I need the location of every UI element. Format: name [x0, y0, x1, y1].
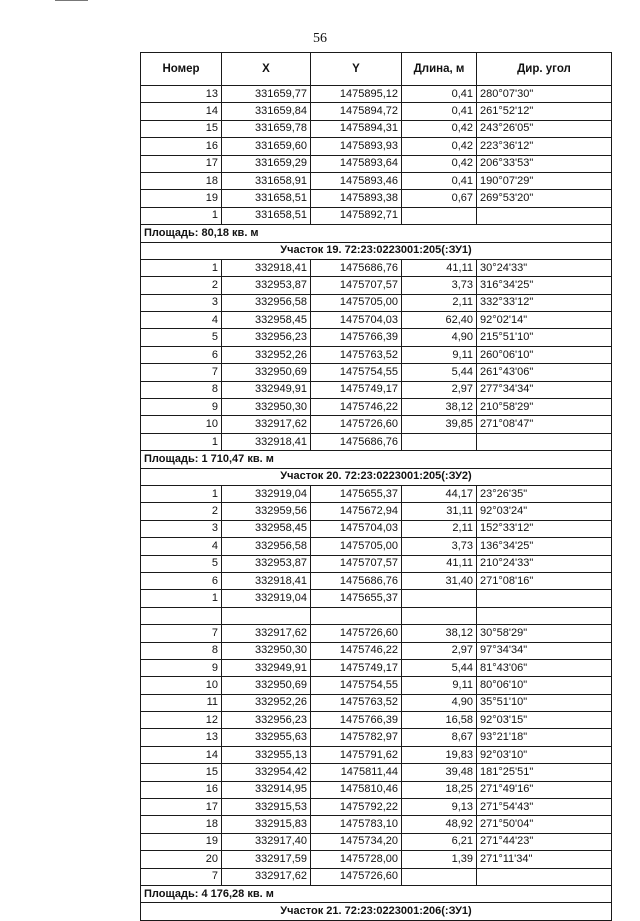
- cell-length: 5,44: [402, 659, 477, 676]
- cell-length: 39,48: [402, 764, 477, 781]
- table-row: [141, 729, 612, 746]
- cell-angle: 152°33'12": [477, 520, 612, 537]
- cell-y: 1475754,55: [311, 364, 402, 381]
- cell-angle: 136°34'25": [477, 538, 612, 555]
- cell-y: 1475894,31: [311, 120, 402, 137]
- cell-y: 1475686,76: [311, 259, 402, 276]
- cell-length: 4,90: [402, 694, 477, 711]
- cell-point-number: 6: [141, 346, 222, 363]
- cell-point-number: 2: [141, 277, 222, 294]
- cell-length: 5,44: [402, 364, 477, 381]
- cell-angle: 316°34'25": [477, 277, 612, 294]
- cell-length: 0,67: [402, 190, 477, 207]
- cell-y: 1475893,64: [311, 155, 402, 172]
- cell-x: 331659,78: [222, 120, 311, 137]
- cell-point-number: 8: [141, 642, 222, 659]
- cell-y: 1475672,94: [311, 503, 402, 520]
- cell-y: 1475810,46: [311, 781, 402, 798]
- table-row: [141, 399, 612, 416]
- table-row: [141, 138, 612, 155]
- cell-x: 331659,84: [222, 103, 311, 120]
- cell-angle: 261°43'06": [477, 364, 612, 381]
- cell-point-number: 1: [141, 590, 222, 607]
- cell-angle: 271°08'47": [477, 416, 612, 433]
- cell-x: 332950,30: [222, 399, 311, 416]
- cell-length: 2,11: [402, 520, 477, 537]
- table-row: [141, 868, 612, 885]
- cell-point-number: 13: [141, 86, 222, 103]
- table-row: [141, 172, 612, 189]
- cell-y: 1475734,20: [311, 833, 402, 850]
- cell-x: 332917,40: [222, 833, 311, 850]
- cell-y: 1475893,46: [311, 172, 402, 189]
- table-row: [141, 572, 612, 589]
- cell-x: 332917,62: [222, 625, 311, 642]
- cell-length: 9,11: [402, 346, 477, 363]
- cell-point-number: 10: [141, 677, 222, 694]
- cell-x: 331658,51: [222, 190, 311, 207]
- table-row: [141, 103, 612, 120]
- cell-angle: 210°58'29": [477, 399, 612, 416]
- cell-y: 1475792,22: [311, 799, 402, 816]
- cell-y: 1475704,03: [311, 312, 402, 329]
- cell-angle: 210°24'33": [477, 555, 612, 572]
- table-row: [141, 712, 612, 729]
- cell-y: 1475704,03: [311, 520, 402, 537]
- table-body: [141, 86, 612, 921]
- cell-x: 332919,04: [222, 590, 311, 607]
- header-angle: Дир. угол: [477, 53, 612, 86]
- cell-angle: 23°26'35": [477, 485, 612, 502]
- cell-x: 332949,91: [222, 659, 311, 676]
- cell-point-number: 10: [141, 416, 222, 433]
- table-row: [141, 120, 612, 137]
- cell-y: 1475746,22: [311, 642, 402, 659]
- cell-length: 62,40: [402, 312, 477, 329]
- cell-point-number: 17: [141, 155, 222, 172]
- cell-length: 39,85: [402, 416, 477, 433]
- cell-length: 0,41: [402, 103, 477, 120]
- cell-x: 332952,26: [222, 694, 311, 711]
- cell-point-number: 7: [141, 364, 222, 381]
- cell-point-number: 4: [141, 312, 222, 329]
- cell-x: 332919,04: [222, 485, 311, 502]
- cell-x: 332915,83: [222, 816, 311, 833]
- cell-x: 332953,87: [222, 277, 311, 294]
- cell-x: 332953,87: [222, 555, 311, 572]
- cell-point-number: 1: [141, 207, 222, 224]
- cell-y: 1475811,44: [311, 764, 402, 781]
- cell-point-number: 1: [141, 433, 222, 450]
- cell-length: 1,39: [402, 851, 477, 868]
- cell-angle: 92°03'24": [477, 503, 612, 520]
- parcel-title-row: [141, 468, 612, 485]
- cell-angle: 260°06'10": [477, 346, 612, 363]
- header-number: Номер: [141, 53, 222, 86]
- cell-length: 6,21: [402, 833, 477, 850]
- cell-angle: 271°54'43": [477, 799, 612, 816]
- table-row: [141, 642, 612, 659]
- cell-length: [402, 433, 477, 450]
- cell-point-number: 8: [141, 381, 222, 398]
- cell-y: 1475782,97: [311, 729, 402, 746]
- cell-point-number: 12: [141, 712, 222, 729]
- cell-y: 1475707,57: [311, 555, 402, 572]
- cell-angle: 269°53'20": [477, 190, 612, 207]
- cell-y: [311, 607, 402, 624]
- table-row: [141, 694, 612, 711]
- cell-point-number: 4: [141, 538, 222, 555]
- table-row: [141, 659, 612, 676]
- cell-point-number: 15: [141, 764, 222, 781]
- cell-angle: 81°43'06": [477, 659, 612, 676]
- cell-y: 1475893,38: [311, 190, 402, 207]
- table-row: [141, 677, 612, 694]
- cell-length: 31,11: [402, 503, 477, 520]
- cell-angle: [477, 433, 612, 450]
- cell-y: 1475763,52: [311, 346, 402, 363]
- cell-point-number: 19: [141, 190, 222, 207]
- cell-length: 3,73: [402, 538, 477, 555]
- cell-x: 332918,41: [222, 572, 311, 589]
- cell-point-number: 20: [141, 851, 222, 868]
- cell-length: [402, 207, 477, 224]
- page-number: 56: [313, 31, 327, 46]
- cell-length: 0,42: [402, 138, 477, 155]
- cell-point-number: 7: [141, 868, 222, 885]
- cell-angle: 332°33'12": [477, 294, 612, 311]
- cell-y: 1475686,76: [311, 433, 402, 450]
- cell-x: 332917,62: [222, 416, 311, 433]
- cell-point-number: 5: [141, 329, 222, 346]
- table-row: [141, 538, 612, 555]
- cell-y: 1475754,55: [311, 677, 402, 694]
- cell-length: 2,97: [402, 642, 477, 659]
- table-row: [141, 816, 612, 833]
- cell-angle: 271°50'04": [477, 816, 612, 833]
- parcel-title-row: [141, 242, 612, 259]
- cell-length: 31,40: [402, 572, 477, 589]
- cell-angle: 190°07'29": [477, 172, 612, 189]
- cell-x: 332956,58: [222, 294, 311, 311]
- cell-point-number: 16: [141, 781, 222, 798]
- table-row: [141, 155, 612, 172]
- cell-angle: [477, 207, 612, 224]
- cell-angle: 181°25'51": [477, 764, 612, 781]
- cell-y: 1475892,71: [311, 207, 402, 224]
- cell-point-number: 14: [141, 103, 222, 120]
- table-row: [141, 607, 612, 624]
- header-x: X: [222, 53, 311, 86]
- cell-x: 332950,30: [222, 642, 311, 659]
- cell-length: 41,11: [402, 555, 477, 572]
- cell-point-number: 11: [141, 694, 222, 711]
- cell-length: 3,73: [402, 277, 477, 294]
- table-header-row: [141, 53, 612, 86]
- cell-length: [402, 590, 477, 607]
- cell-length: 19,83: [402, 746, 477, 763]
- cell-x: 332959,56: [222, 503, 311, 520]
- cell-y: 1475894,72: [311, 103, 402, 120]
- cell-y: 1475705,00: [311, 538, 402, 555]
- cell-point-number: 1: [141, 259, 222, 276]
- cell-x: 332950,69: [222, 364, 311, 381]
- cell-x: 332949,91: [222, 381, 311, 398]
- cell-x: 332917,59: [222, 851, 311, 868]
- corner-rule-mark: [55, 0, 88, 1]
- cell-length: 2,11: [402, 294, 477, 311]
- cell-y: 1475893,93: [311, 138, 402, 155]
- cell-x: 332958,45: [222, 520, 311, 537]
- cell-x: 332917,62: [222, 868, 311, 885]
- cell-y: 1475707,57: [311, 277, 402, 294]
- cell-x: 332956,23: [222, 329, 311, 346]
- parcel-title: Участок 20. 72:23:0223001:205(:ЗУ2): [141, 468, 612, 485]
- header-y: Y: [311, 53, 402, 86]
- cell-x: 331659,77: [222, 86, 311, 103]
- cell-y: 1475726,60: [311, 868, 402, 885]
- cell-angle: 35°51'10": [477, 694, 612, 711]
- cell-angle: 206°33'53": [477, 155, 612, 172]
- table-row: [141, 312, 612, 329]
- cell-y: 1475655,37: [311, 485, 402, 502]
- table-row: [141, 555, 612, 572]
- cell-y: 1475686,76: [311, 572, 402, 589]
- cell-length: 0,41: [402, 86, 477, 103]
- area-summary-row: [141, 451, 612, 468]
- cell-angle: 277°34'34": [477, 381, 612, 398]
- cell-point-number: 9: [141, 399, 222, 416]
- cell-length: 16,58: [402, 712, 477, 729]
- cell-angle: 271°11'34": [477, 851, 612, 868]
- cell-length: 44,17: [402, 485, 477, 502]
- cell-x: 332918,41: [222, 259, 311, 276]
- cell-x: 332918,41: [222, 433, 311, 450]
- cell-x: 331658,91: [222, 172, 311, 189]
- cell-point-number: 17: [141, 799, 222, 816]
- cell-angle: 271°49'16": [477, 781, 612, 798]
- cell-angle: 80°06'10": [477, 677, 612, 694]
- table-row: [141, 190, 612, 207]
- cell-point-number: 18: [141, 816, 222, 833]
- cell-length: 9,11: [402, 677, 477, 694]
- table-row: [141, 277, 612, 294]
- table-row: [141, 294, 612, 311]
- cell-y: 1475749,17: [311, 381, 402, 398]
- cell-angle: 223°36'12": [477, 138, 612, 155]
- area-summary-row: [141, 225, 612, 242]
- cell-point-number: 16: [141, 138, 222, 155]
- cell-length: 0,42: [402, 120, 477, 137]
- cell-angle: 92°03'15": [477, 712, 612, 729]
- cell-length: [402, 607, 477, 624]
- cell-angle: 280°07'30": [477, 86, 612, 103]
- cell-length: 38,12: [402, 399, 477, 416]
- cell-x: 332954,42: [222, 764, 311, 781]
- table-row: [141, 381, 612, 398]
- cell-y: 1475895,12: [311, 86, 402, 103]
- cell-point-number: 5: [141, 555, 222, 572]
- cell-y: 1475728,00: [311, 851, 402, 868]
- cell-y: 1475726,60: [311, 416, 402, 433]
- cell-y: 1475766,39: [311, 712, 402, 729]
- table-row: [141, 433, 612, 450]
- cell-x: 332952,26: [222, 346, 311, 363]
- table-row: [141, 833, 612, 850]
- cell-point-number: 2: [141, 503, 222, 520]
- cell-point-number: 14: [141, 746, 222, 763]
- cell-angle: 92°03'10": [477, 746, 612, 763]
- cell-angle: 261°52'12": [477, 103, 612, 120]
- cell-length: 8,67: [402, 729, 477, 746]
- area-summary: Площадь: 1 710,47 кв. м: [141, 451, 612, 468]
- cell-angle: 271°44'23": [477, 833, 612, 850]
- cell-angle: 30°58'29": [477, 625, 612, 642]
- cell-point-number: 19: [141, 833, 222, 850]
- cell-x: 332958,45: [222, 312, 311, 329]
- cell-length: 0,42: [402, 155, 477, 172]
- cell-x: 332915,53: [222, 799, 311, 816]
- cell-length: 4,90: [402, 329, 477, 346]
- table-row: [141, 86, 612, 103]
- cell-x: 332956,23: [222, 712, 311, 729]
- cell-angle: [477, 607, 612, 624]
- cell-angle: 271°08'16": [477, 572, 612, 589]
- cell-length: 38,12: [402, 625, 477, 642]
- cell-length: 18,25: [402, 781, 477, 798]
- cell-x: 332955,63: [222, 729, 311, 746]
- table-row: [141, 781, 612, 798]
- cell-angle: [477, 868, 612, 885]
- table-row: [141, 364, 612, 381]
- parcel-title-row: [141, 903, 612, 920]
- cell-length: 9,13: [402, 799, 477, 816]
- cell-length: 48,92: [402, 816, 477, 833]
- cell-angle: 30°24'33": [477, 259, 612, 276]
- cell-point-number: 7: [141, 625, 222, 642]
- table-row: [141, 416, 612, 433]
- table-row: [141, 485, 612, 502]
- cell-x: 331658,51: [222, 207, 311, 224]
- table-row: [141, 346, 612, 363]
- table-row: [141, 590, 612, 607]
- cell-y: 1475746,22: [311, 399, 402, 416]
- header-length: Длина, м: [402, 53, 477, 86]
- cell-y: 1475655,37: [311, 590, 402, 607]
- area-summary: Площадь: 80,18 кв. м: [141, 225, 612, 242]
- cell-angle: 93°21'18": [477, 729, 612, 746]
- table-row: [141, 625, 612, 642]
- cell-angle: [477, 590, 612, 607]
- cell-angle: 215°51'10": [477, 329, 612, 346]
- cell-length: 0,41: [402, 172, 477, 189]
- cell-y: 1475763,52: [311, 694, 402, 711]
- cell-point-number: 3: [141, 520, 222, 537]
- cell-x: [222, 607, 311, 624]
- cell-x: 332955,13: [222, 746, 311, 763]
- table-row: [141, 746, 612, 763]
- cell-y: 1475749,17: [311, 659, 402, 676]
- cell-point-number: 13: [141, 729, 222, 746]
- cell-point-number: [141, 607, 222, 624]
- cell-angle: 92°02'14": [477, 312, 612, 329]
- cell-length: 2,97: [402, 381, 477, 398]
- cell-y: 1475705,00: [311, 294, 402, 311]
- parcel-title: Участок 21. 72:23:0223001:206(:ЗУ1): [141, 903, 612, 920]
- area-summary: Площадь: 4 176,28 кв. м: [141, 885, 612, 902]
- table-row: [141, 207, 612, 224]
- table-row: [141, 851, 612, 868]
- table-row: [141, 764, 612, 781]
- cell-length: 41,11: [402, 259, 477, 276]
- area-summary-row: [141, 885, 612, 902]
- cell-y: 1475783,10: [311, 816, 402, 833]
- cell-point-number: 1: [141, 485, 222, 502]
- table-row: [141, 503, 612, 520]
- cell-length: [402, 868, 477, 885]
- cell-point-number: 18: [141, 172, 222, 189]
- cell-y: 1475766,39: [311, 329, 402, 346]
- cell-point-number: 9: [141, 659, 222, 676]
- cell-x: 331659,60: [222, 138, 311, 155]
- cell-y: 1475726,60: [311, 625, 402, 642]
- coordinates-table: [140, 52, 612, 921]
- cell-angle: 97°34'34": [477, 642, 612, 659]
- cell-x: 332914,95: [222, 781, 311, 798]
- cell-point-number: 6: [141, 572, 222, 589]
- parcel-title: Участок 19. 72:23:0223001:205(:ЗУ1): [141, 242, 612, 259]
- cell-angle: 243°26'05": [477, 120, 612, 137]
- table-row: [141, 799, 612, 816]
- cell-y: 1475791,62: [311, 746, 402, 763]
- table-row: [141, 329, 612, 346]
- cell-point-number: 15: [141, 120, 222, 137]
- table-row: [141, 520, 612, 537]
- table-row: [141, 259, 612, 276]
- cell-point-number: 3: [141, 294, 222, 311]
- cell-x: 331659,29: [222, 155, 311, 172]
- cell-x: 332956,58: [222, 538, 311, 555]
- cell-x: 332950,69: [222, 677, 311, 694]
